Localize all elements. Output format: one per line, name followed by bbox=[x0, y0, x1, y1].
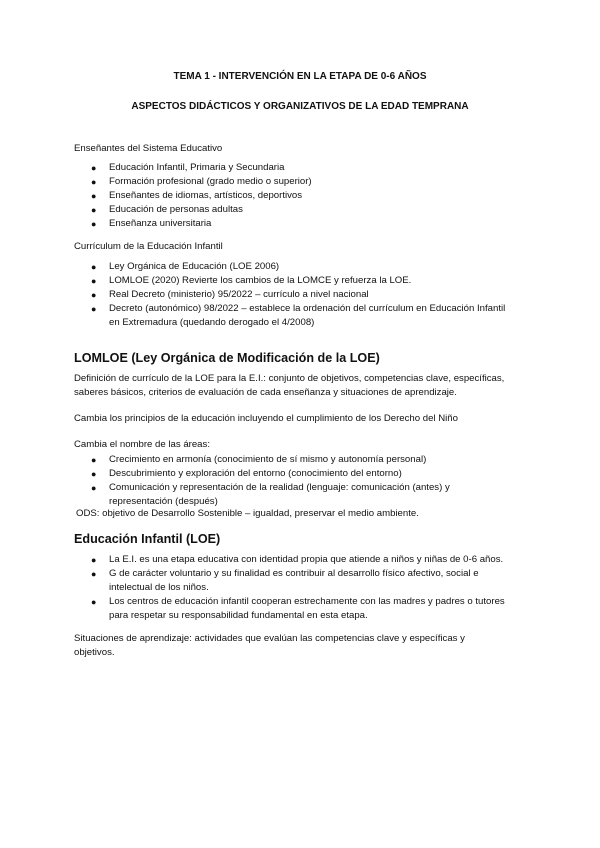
curriculum-list bbox=[91, 260, 506, 330]
bullet-icon: ● bbox=[91, 163, 97, 173]
bullet-icon: ● bbox=[91, 469, 97, 479]
areas-label: Cambia el nombre de las áreas: bbox=[74, 439, 210, 450]
bullet-icon: ● bbox=[91, 262, 97, 272]
list-item: ● Decreto (autonómico) 98/2022 – establece la ordenación del currículum en Educación Infantil en Extremadura (quedando derogado el 4/2008) bbox=[91, 303, 506, 328]
infantil-heading: Educación Infantil (LOE) bbox=[74, 532, 221, 546]
areas-list bbox=[91, 453, 450, 509]
bullet-icon: ● bbox=[91, 304, 97, 314]
list-item: ● Descubrimiento y exploración del entorno (conocimiento del entorno) bbox=[91, 468, 402, 479]
bullet-icon: ● bbox=[91, 276, 97, 286]
bullet-icon: ● bbox=[91, 290, 97, 300]
bullet-icon: ● bbox=[91, 455, 97, 465]
ensenantes-list bbox=[91, 161, 312, 231]
ods-text: ODS: objetivo de Desarrollo Sostenible – igualdad, preservar el medio ambiente. bbox=[76, 508, 419, 519]
document-subtitle: ASPECTOS DIDÁCTICOS Y ORGANIZATIVOS DE LA EDAD TEMPRANA bbox=[131, 101, 469, 112]
list-item: ● Real Decreto (ministerio) 95/2022 – currículo a nivel nacional bbox=[91, 289, 369, 300]
list-item: ● Los centros de educación infantil cooperan estrechamente con las madres y padres o tutores para respetar su responsabilidad fundamental en esta etapa. bbox=[91, 596, 505, 621]
bullet-icon: ● bbox=[91, 177, 97, 187]
lomloe-heading: LOMLOE (Ley Orgánica de Modificación de la LOE) bbox=[74, 351, 380, 365]
list-item: ● Ley Orgánica de Educación (LOE 2006) bbox=[91, 261, 280, 272]
list-item: ● La E.I. es una etapa educativa con identidad propia que atiende a niños y niñas de 0-6 años. bbox=[91, 554, 504, 565]
bullet-icon: ● bbox=[91, 191, 97, 201]
lomloe-principios: Cambia los principios de la educación incluyendo el cumplimiento de los Derecho del Niño bbox=[74, 413, 458, 424]
infantil-list bbox=[91, 553, 505, 623]
list-item: ● Enseñantes de idiomas, artísticos, deportivos bbox=[91, 190, 303, 201]
bullet-icon: ● bbox=[91, 597, 97, 607]
list-item: ● Formación profesional (grado medio o superior) bbox=[91, 176, 312, 187]
document-title: TEMA 1 - INTERVENCIÓN EN LA ETAPA DE 0-6 AÑOS bbox=[173, 71, 427, 82]
list-item: ● Educación de personas adultas bbox=[91, 204, 243, 215]
list-item: ● Crecimiento en armonía (conocimiento de sí mismo y autonomía personal) bbox=[91, 454, 427, 465]
list-item: ● G de carácter voluntario y su finalidad es contribuir al desarrollo físico afectivo, social e intelectual de los niños. bbox=[91, 568, 479, 593]
lomloe-definition: Definición de currículo de la LOE para la E.I.: conjunto de objetivos, competencias clave, específicas, saberes básicos, criterios de evaluación de cada enseñanza y situaciones de aprendizaje. bbox=[74, 373, 505, 398]
bullet-icon: ● bbox=[91, 205, 97, 215]
list-item: ● Enseñanza universitaria bbox=[91, 218, 212, 229]
list-item: ● Comunicación y representación de la realidad (lenguaje: comunicación (antes) y representación (después) bbox=[91, 482, 450, 507]
bullet-icon: ● bbox=[91, 219, 97, 229]
list-item: ● Educación Infantil, Primaria y Secundaria bbox=[91, 162, 285, 173]
bullet-icon: ● bbox=[91, 555, 97, 565]
bullet-icon: ● bbox=[91, 569, 97, 579]
curriculum-label: Currículum de la Educación Infantil bbox=[74, 241, 223, 252]
bullet-icon: ● bbox=[91, 483, 97, 493]
ensenantes-label: Enseñantes del Sistema Educativo bbox=[74, 143, 223, 154]
list-item: ● LOMLOE (2020) Revierte los cambios de la LOMCE y refuerza la LOE. bbox=[91, 275, 412, 286]
situaciones-text: Situaciones de aprendizaje: actividades que evalúan las competencias clave y específicas y objetivos. bbox=[74, 633, 465, 658]
